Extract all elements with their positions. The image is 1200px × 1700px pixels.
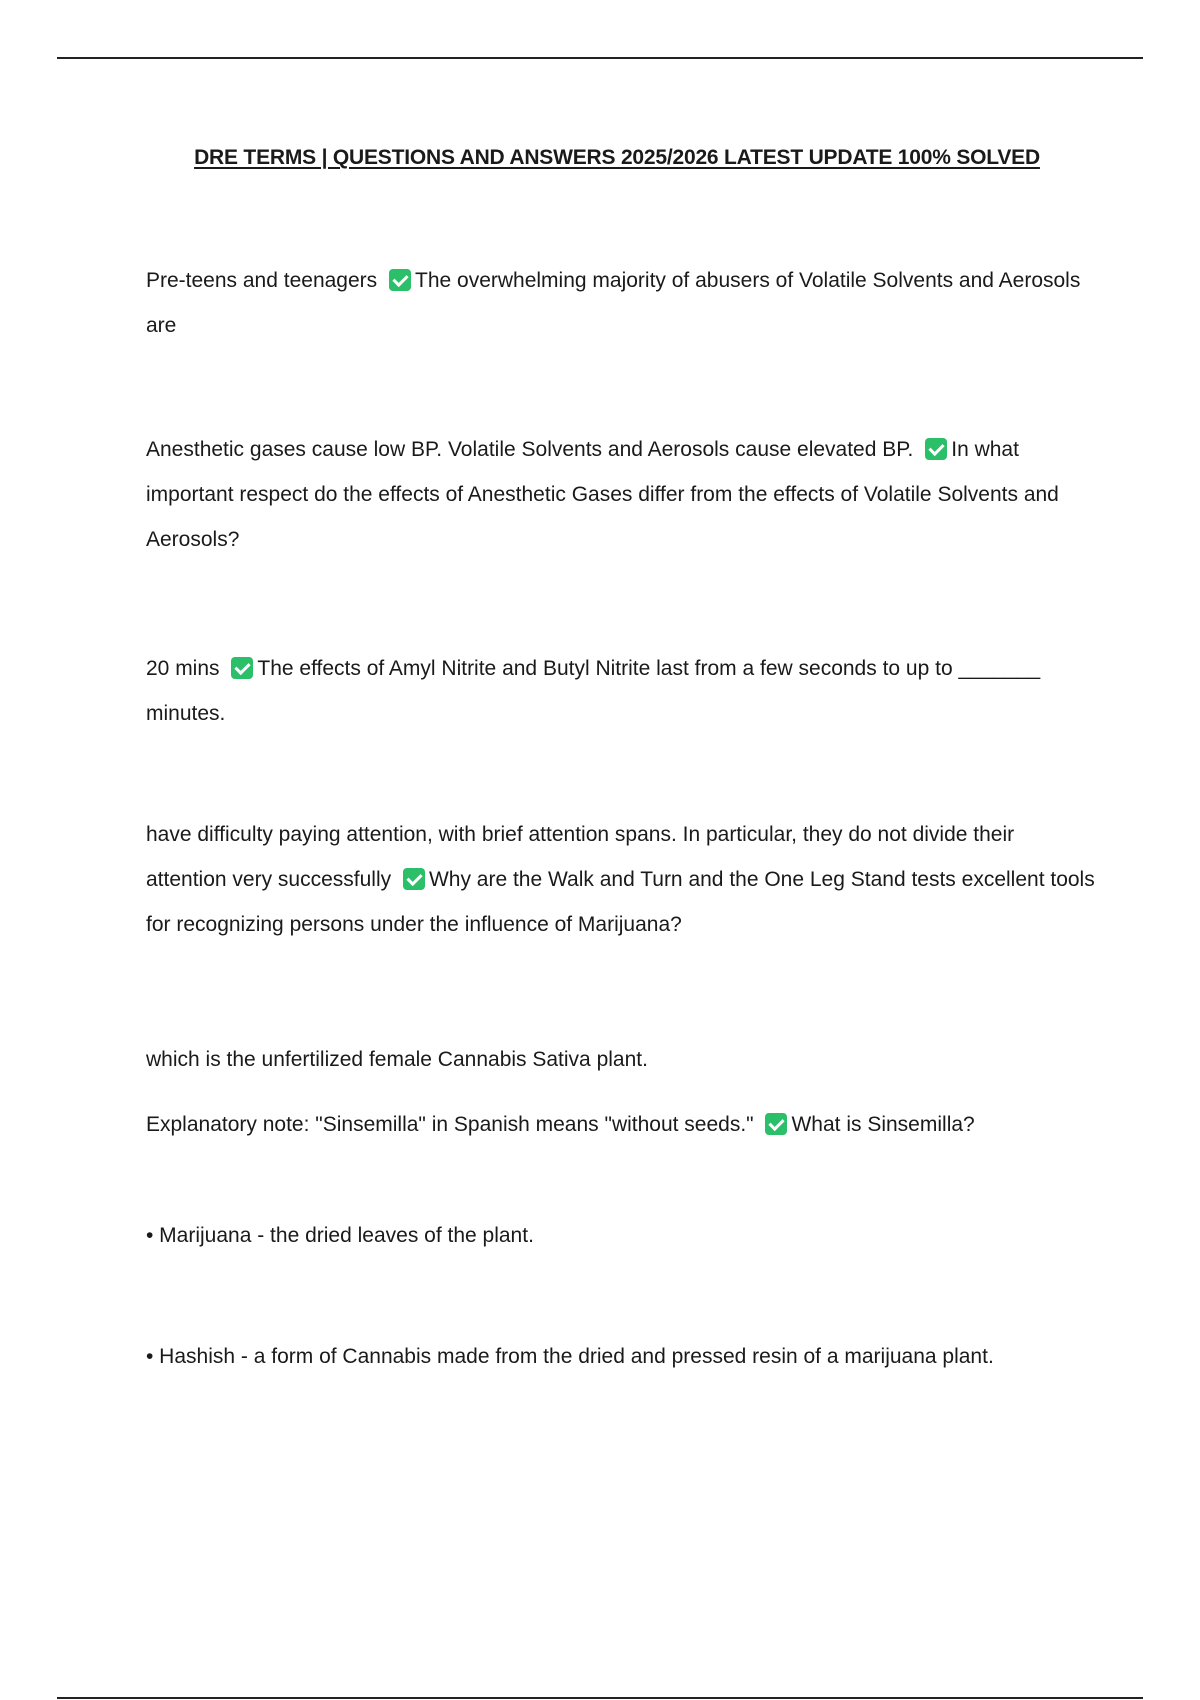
answer-text: 20 mins: [146, 657, 220, 680]
check-mark-icon: [925, 438, 947, 460]
question-text: What is Sinsemilla?: [791, 1113, 975, 1136]
qa-item-3: [146, 646, 1096, 736]
question-text: The overwhelming majority of abusers of Volatile Solvents and Aerosols are: [146, 269, 1081, 337]
bullet-item-2: • Hashish - a form of Cannabis made from the dried and pressed resin of a marijuana plant.: [146, 1345, 994, 1368]
bottom-rule: [57, 1697, 1143, 1699]
answer-text-line2: Explanatory note: "Sinsemilla" in Spanish means "without seeds.": [146, 1113, 754, 1136]
question-text: In what important respect do the effects of Anesthetic Gases differ from the effects of Volatile Solvents and Aerosols?: [146, 438, 1059, 551]
answer-text: Pre-teens and teenagers: [146, 269, 378, 292]
check-mark-icon: [765, 1113, 787, 1135]
document-title: DRE TERMS | QUESTIONS AND ANSWERS 2025/2026 LATEST UPDATE 100% SOLVED: [194, 146, 1040, 169]
answer-text: Anesthetic gases cause low BP. Volatile Solvents and Aerosols cause elevated BP.: [146, 438, 914, 461]
answer-text: have difficulty paying attention, with brief attention spans. In particular, they do not divide their attention very successfully: [146, 823, 1015, 891]
qa-item-5: [146, 1027, 1096, 1157]
check-mark-icon: [231, 657, 253, 679]
bullet-item-1: • Marijuana - the dried leaves of the plant.: [146, 1224, 534, 1247]
question-text: The effects of Amyl Nitrite and Butyl Nitrite last from a few seconds to up to _______ minutes.: [146, 657, 1041, 725]
qa-item-4: [146, 812, 1096, 947]
qa-item-1: [146, 258, 1096, 348]
qa-item-2: [146, 427, 1096, 562]
check-mark-icon: [389, 269, 411, 291]
question-text: Why are the Walk and Turn and the One Leg Stand tests excellent tools for recognizing persons under the influence of Marijuana?: [146, 868, 1095, 936]
check-mark-icon: [403, 868, 425, 890]
top-rule: [57, 57, 1143, 59]
answer-text-line1: which is the unfertilized female Cannabis Sativa plant.: [146, 1048, 648, 1071]
